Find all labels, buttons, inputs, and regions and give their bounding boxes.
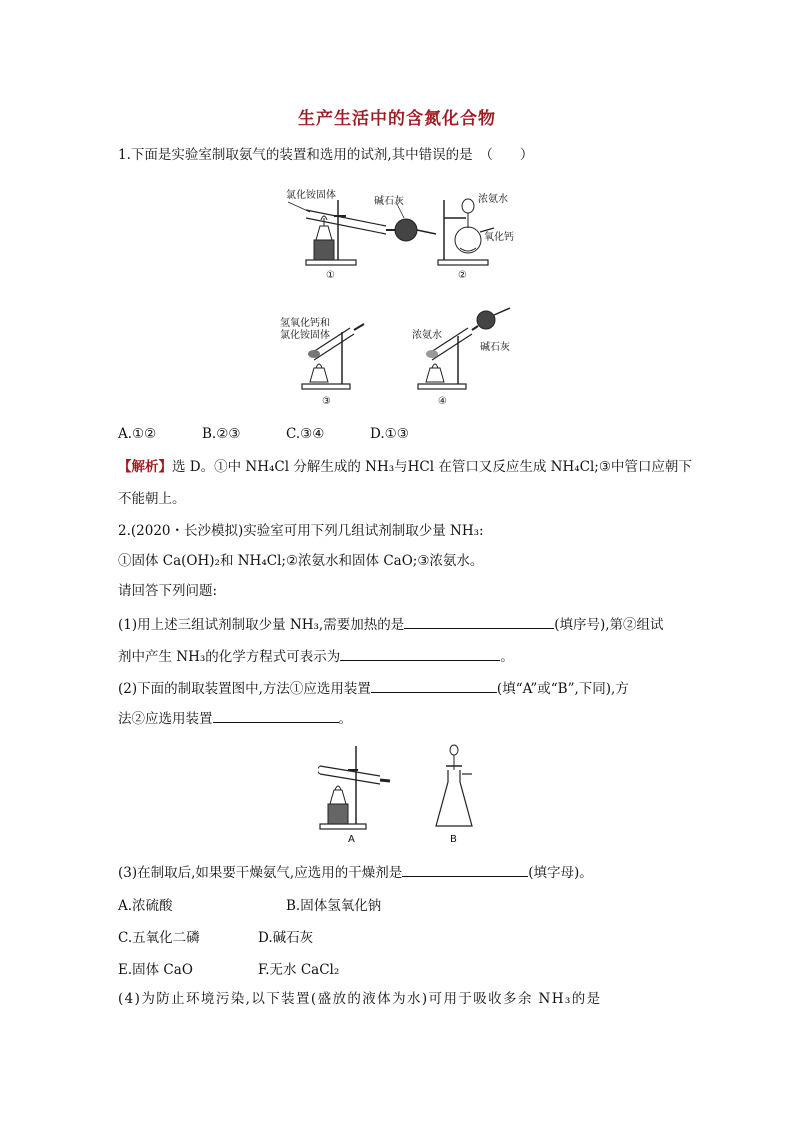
q2-p1d: 。: [500, 649, 514, 665]
q2-part2-line1: [118, 678, 629, 698]
answer-blank-2[interactable]: [340, 646, 500, 661]
q2-part1-line1: [118, 614, 664, 634]
q2-stem: 2.(2020・长沙模拟)实验室可用下列几组试剂制取少量 NH₃:: [118, 523, 484, 539]
q1-analysis-line-2: 不能朝上。: [118, 491, 186, 507]
fig-b-label: B: [450, 834, 457, 845]
fig4-label-a: 浓氨水: [412, 330, 442, 341]
apparatus-figure-a: [318, 740, 398, 845]
q2-part1-line2: [118, 646, 514, 666]
q2-option-d: D.碱石灰: [258, 930, 314, 946]
q1-analysis-line-1: [118, 458, 692, 476]
answer-blank-1[interactable]: [404, 614, 554, 629]
apparatus-figure-b: [432, 740, 482, 845]
fig-a-label: A: [348, 834, 355, 845]
fig2-number: ②: [458, 270, 467, 281]
q2-reagents: ①固体 Ca(OH)₂和 NH₄Cl;②浓氨水和固体 CaO;③浓氨水。: [118, 553, 484, 569]
q2-p1a: (1)用上述三组试剂制取少量 NH₃,需要加热的是: [118, 617, 405, 633]
q2-p2b: (填“A”或“B”,下同),方: [496, 681, 629, 697]
q2-p1c: 剂中产生 NH₃的化学方程式可表示为: [118, 649, 341, 665]
q2-part4: (4)为防止环境污染,以下装置(盛放的液体为水)可用于吸收多余 NH₃的是: [118, 991, 602, 1007]
q2-option-e: E.固体 CaO: [118, 962, 193, 978]
q2-part2-line2: [118, 708, 352, 728]
q2-p2d: 。: [338, 711, 352, 727]
fig1-number: ①: [326, 270, 335, 281]
fig2-label-b: 氧化钙: [484, 232, 514, 243]
q2-p2a: (2)下面的制取装置图中,方法①应选用装置: [118, 681, 371, 697]
q2-option-c: C.五氧化二磷: [118, 930, 200, 946]
apparatus-figure-3: [280, 306, 390, 406]
fig4-number: ④: [438, 396, 447, 407]
fig4-label-b: 碱石灰: [480, 342, 510, 353]
fig2-label-a: 浓氨水: [478, 194, 508, 205]
analysis-tag: 【解析】: [118, 459, 172, 475]
q1-option-d: D.①③: [370, 426, 409, 442]
fig1-label-b: 碱石灰: [374, 196, 404, 207]
apparatus-figure-2: [432, 182, 552, 282]
q1-option-a: A.①②: [118, 426, 157, 442]
analysis-text-1: 选 D。①中 NH₄Cl 分解生成的 NH₃与HCl 在管口又反应生成 NH₄Cl;③中管口应朝下: [172, 459, 692, 475]
fig3-number: ③: [322, 396, 331, 407]
apparatus-figure-4: [410, 306, 530, 406]
answer-blank-3[interactable]: [371, 678, 497, 693]
q1-option-c: C.③④: [286, 426, 325, 442]
q2-p3b: (填字母)。: [528, 865, 593, 881]
q1-option-b: B.②③: [202, 426, 241, 442]
q2-p2c: 法②应选用装置: [118, 711, 213, 727]
q2-part3: [118, 862, 593, 882]
apparatus-figure-1: [286, 182, 446, 282]
fig1-label-a: 氯化铵固体: [286, 190, 336, 201]
q2-p3a: (3)在制取后,如果要干燥氨气,应选用的干燥剂是: [118, 865, 403, 881]
page-title: 生产生活中的含氮化合物: [298, 109, 496, 129]
q2-option-a: A.浓硫酸: [118, 898, 173, 914]
answer-blank-5[interactable]: [402, 862, 528, 877]
answer-blank-4[interactable]: [213, 708, 339, 723]
q2-option-f: F.无水 CaCl₂: [258, 962, 340, 978]
q2-p1b: (填序号),第②组试: [554, 617, 664, 633]
fig3-label-a: 氢氧化钙和: [280, 318, 330, 329]
q1-stem: 1.下面是实验室制取氨气的装置和选用的试剂,其中错误的是 （ ）: [118, 147, 534, 163]
fig3-label-b: 氯化铵固体: [280, 330, 330, 341]
q2-option-b: B.固体氢氧化钠: [286, 898, 382, 914]
q2-prompt: 请回答下列问题:: [118, 583, 218, 599]
